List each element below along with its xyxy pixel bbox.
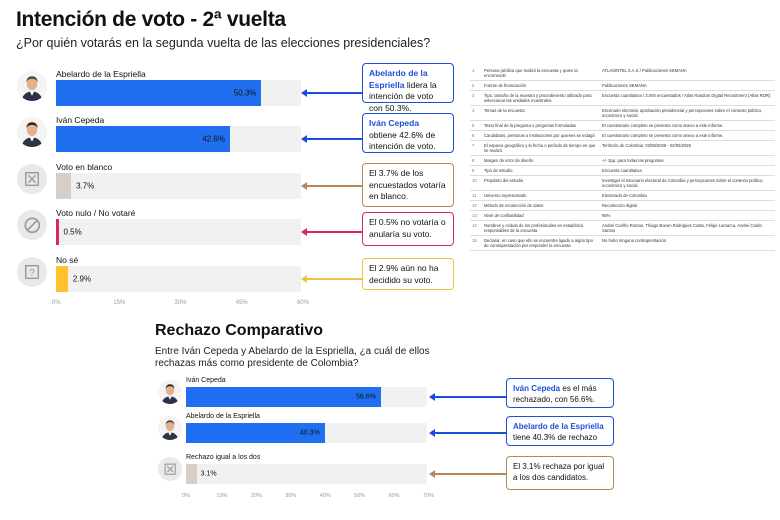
callout-arrow [434,432,506,434]
row-number: 13 [470,211,482,221]
callout-arrow [434,396,506,398]
methodology-row [470,91,775,106]
x-tick-label: 15% [113,300,126,306]
x-tick-label: 10% [216,493,228,499]
bar-label: Abelardo de la Espriella [56,69,146,79]
bar [186,464,197,484]
forbidden-icon [17,210,47,240]
ballot-x-icon [17,164,47,194]
x-tick-label: 60% [388,493,400,499]
methodology-row [470,131,775,141]
rejection-subtitle: Entre Iván Cepeda y Abelardo de la Espriella, ¿a cuál de ellos rechazas más como presidente de Colombia? [155,346,430,369]
callout-text: El 0.5% no votaría o anularía su voto. [369,217,446,239]
methodology-row [470,236,775,251]
row-key: Nivel de confiabilidad [482,211,600,221]
row-key: Nombres y cédula de los profesionales en estadística responsables de la encuesta [482,221,600,236]
row-key: Universo representado [482,191,600,201]
methodology-row [470,81,775,91]
arrow-head-icon [301,182,307,190]
row-value: Recolección digital [600,201,775,211]
row-value: Escenario electoral, aprobación presidencial y percepciones sobre el contexto político, económico y social. [600,106,775,121]
row-value: Andrei Coelho Roman, Thiago Bonon Rodrigues Costa, Felipe Lamarca, Andrei Cardo Santos [600,221,775,236]
row-key: El espacio geográfico y la fecha o período de tiempo en que se realizó [482,141,600,156]
methodology-row [470,121,775,131]
avatar [17,71,47,101]
svg-text:?: ? [29,268,35,280]
row-number: 10 [470,176,482,191]
bar-value-label: 3.1% [200,470,217,478]
row-value: 95% [600,211,775,221]
bar-track [186,464,427,484]
bar-value-label: 0.5% [63,227,82,237]
methodology-row [470,141,775,156]
row-number: 12 [470,201,482,211]
methodology-row [470,211,775,221]
bar-track [56,173,301,199]
row-number: 7 [470,141,482,156]
methodology-row [470,201,775,211]
bar-track [186,387,427,407]
bar-label: Rechazo igual a los dos [186,454,261,461]
row-value: Encuesta cuantitativa [600,166,775,176]
row-number: 3 [470,91,482,106]
callout-note [362,258,454,290]
row-key: Método de recolección de datos [482,201,600,211]
arrow-head-icon [301,135,307,143]
bar-label: Voto en blanco [56,162,113,172]
arrow-head-icon [301,228,307,236]
bar [56,173,71,199]
callout-note [362,163,454,207]
row-key: Declarar, en caso que ello se encuentre ligado a algún tipo de contraprestación por responder la encuesta [482,236,600,251]
row-key: Margen de error de diseño [482,156,600,166]
callout-arrow [434,473,506,475]
methodology-row [470,176,775,191]
x-tick-label: 40% [319,493,331,499]
bar-label: Iván Cepeda [56,115,105,125]
callout-text: es el más rechazado, con 56.6%. [513,384,597,404]
question-icon [17,257,47,287]
callout-arrow [306,231,362,233]
callout-note [506,456,614,490]
callout-text: El 3.1% rechaza por igual a los dos candidatos. [513,462,605,482]
bar-label: Iván Cepeda [186,377,226,384]
row-key: Temas de la encuesta [482,106,600,121]
row-value: +/- 2pp. para todas las preguntas [600,156,775,166]
bar [56,80,261,106]
x-tick-label: 45% [235,300,248,306]
methodology-row [470,221,775,236]
x-tick-label: 0% [182,493,190,499]
callout-note [362,113,454,153]
methodology-row [470,156,775,166]
page-subtitle: ¿Por quién votarás en la segunda vuelta de las elecciones presidenciales? [16,36,431,50]
callout-arrow [306,92,362,94]
callout-note [506,378,614,408]
methodology-row [470,66,775,81]
callout-text: El 3.7% de los encuestados votaría en blanco. [369,168,446,201]
callout-text: lidera la intención de voto con 50.3%. [369,79,437,113]
bar-value-label: 42.6% [202,134,225,144]
bar [186,423,325,443]
bar-value-label: 50.3% [233,88,257,98]
methodology-row [470,106,775,121]
x-tick-label: 0% [52,300,61,306]
callout-bold: Iván Cepeda [369,118,420,128]
arrow-head-icon [429,393,435,401]
x-tick-label: 30% [285,493,297,499]
row-key: Tipo de estudio [482,166,600,176]
row-value: No hubo ninguna contraprestación. [600,236,775,251]
x-tick-label: 50% [354,493,366,499]
callout-text: El 2.9% aún no ha decidido su voto. [369,263,439,285]
arrow-head-icon [301,89,307,97]
ballot-x-icon [158,457,182,481]
callout-bold: Iván Cepeda [513,384,561,393]
avatar [158,416,182,440]
x-tick-label: 30% [174,300,187,306]
bar [56,266,68,292]
bar-track [186,423,427,443]
row-value: Territorio de Colombia: 03/06/2026 - 02/06/2026 [600,141,775,156]
row-value: El cuestionario completo se presenta como anexo a este informe. [600,131,775,141]
row-number: 4 [470,106,482,121]
x-tick-label: 70% [423,493,435,499]
callout-text: tiene 40.3% de rechazo [513,433,598,442]
bar [186,387,381,407]
row-number: 6 [470,131,482,141]
row-number: 14 [470,221,482,236]
bar-value-label: 2.9% [72,274,92,284]
callout-arrow [306,138,362,140]
row-key: Fuente de financiación [482,81,600,91]
row-number: 11 [470,191,482,201]
callout-note [506,416,614,446]
bar-track [56,126,301,152]
callout-arrow [306,185,362,187]
row-value: Encuesta cuantitativa / 3.000 encuestados / Atlas Random Digital Recruitment (Atlas RDR) [600,91,775,106]
bar-label: Voto nulo / No votaré [56,208,136,218]
callout-arrow [306,278,362,280]
row-value: ATLASINTEL S.A.S / Publicaciones SEMANA [600,66,775,81]
page-title: Intención de voto - 2ª vuelta [16,8,286,31]
row-value: El cuestionario completo se presenta como anexo a este informe. [600,121,775,131]
bar-label: No sé [56,255,79,265]
row-value: Electorado de Colombia [600,191,775,201]
row-key: Tipo, tamaño de la muestra y procedimiento utilizado para seleccionar las unidades muestrales [482,91,600,106]
row-key: Candidatos, personas o instituciones por quienes se indagó [482,131,600,141]
methodology-table [470,66,775,251]
bar-track [56,266,301,292]
x-tick-label: 60% [297,300,310,306]
row-number: 8 [470,156,482,166]
avatar [158,380,182,404]
callout-note [362,212,454,246]
row-number: 1 [470,66,482,81]
rejection-title: Rechazo Comparativo [155,322,324,339]
row-key: Texto final de la pregunta o preguntas formuladas [482,121,600,131]
row-key: Persona jurídica que realizó la encuesta y quien la encomendó [482,66,600,81]
row-number: 5 [470,121,482,131]
bar [56,219,59,245]
arrow-head-icon [429,470,435,478]
row-number: 15 [470,236,482,251]
arrow-head-icon [429,429,435,437]
callout-bold: Abelardo de la Espriella [513,422,604,431]
bar-value-label: 56.6% [356,393,376,401]
x-tick-label: 20% [250,493,262,499]
methodology-row [470,191,775,201]
avatar [17,117,47,147]
methodology-row [470,166,775,176]
callout-text: obtiene 42.6% de intención de voto. [369,129,436,151]
bar-track [56,80,301,106]
arrow-head-icon [301,275,307,283]
bar-value-label: 40.3% [299,429,320,437]
row-value: Investigar el escenario electoral de Colombia y percepciones sobre el contexto político, económico y social. [600,176,775,191]
row-value: Publicaciones SEMANA [600,81,775,91]
bar-value-label: 3.7% [76,181,95,191]
callout-note [362,63,454,113]
bar-label: Abelardo de la Espriella [186,413,260,420]
callout-bold: Abelardo de la Espriella [369,68,428,90]
bar [56,126,230,152]
bar-track [56,219,301,245]
row-key: Propósito del estudio [482,176,600,191]
row-number: 9 [470,166,482,176]
row-number: 2 [470,81,482,91]
